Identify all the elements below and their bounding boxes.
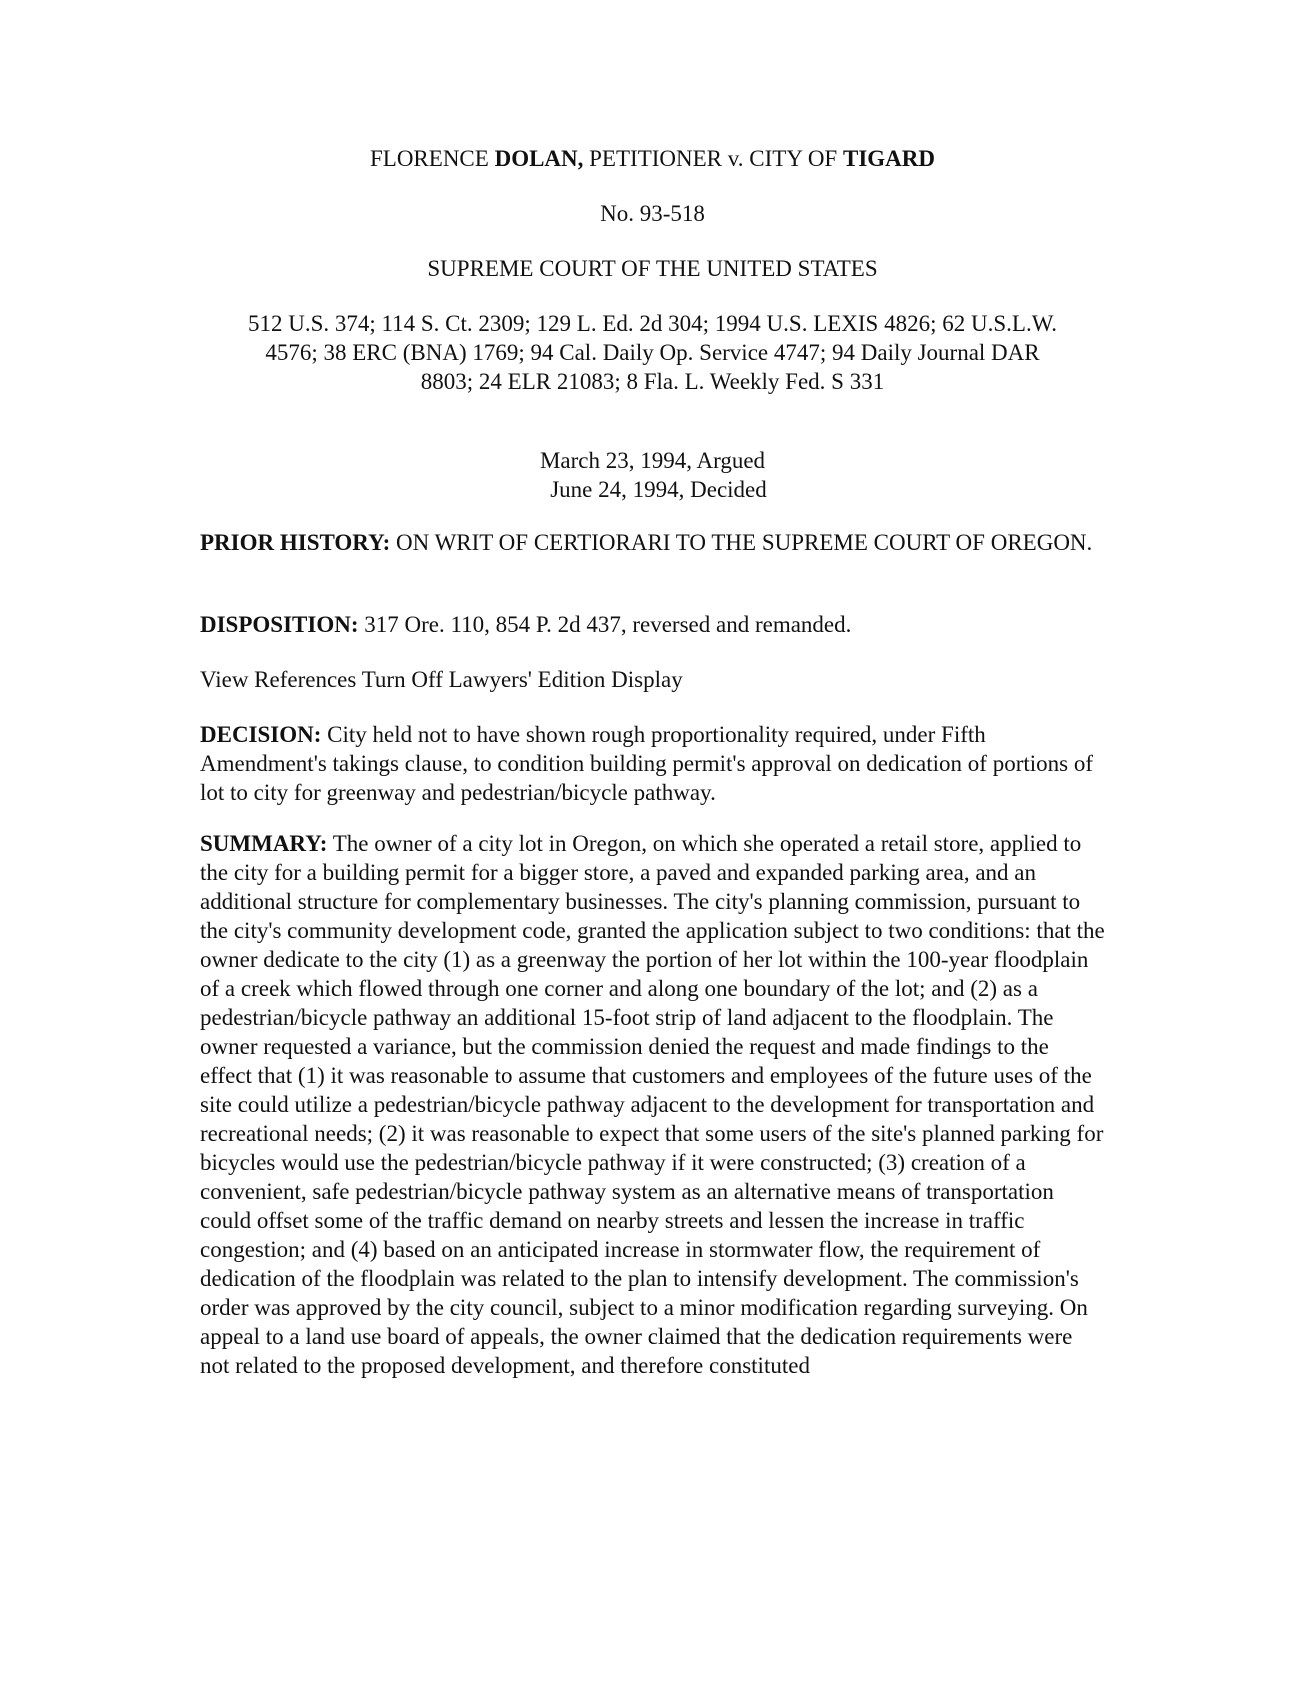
- prior-history-label: PRIOR HISTORY:: [200, 530, 391, 555]
- summary: [200, 829, 1105, 1380]
- citations-line-2: 4576; 38 ERC (BNA) 1769; 94 Cal. Daily Op. Service 4747; 94 Daily Journal DAR: [265, 340, 1040, 365]
- turn-off-display-link[interactable]: Turn Off Lawyers' Edition Display: [361, 667, 683, 692]
- prior-history-text: ON WRIT OF CERTIORARI TO THE SUPREME COURT OF OREGON.: [390, 530, 1093, 555]
- respondent-name: TIGARD: [842, 146, 935, 171]
- decided-date: June 24, 1994, Decided: [550, 477, 767, 502]
- court-name: SUPREME COURT OF THE UNITED STATES: [427, 256, 878, 281]
- case-title-middle: PETITIONER v. CITY OF: [583, 146, 843, 171]
- summary-text: The owner of a city lot in Oregon, on which she operated a retail store, applied to the city for a building permit for a bigger store, a paved and expanded parking area, and an additional structure for complementary businesses. The city's planning commission, pursuant to the city's community development code, granted the application subject to two conditions: that the owner dedicate to the city (1) as a greenway the portion of her lot within the 100-year floodplain of a creek which flowed through one corner and along one boundary of the lot; and (2) as a pedestrian/bicycle pathway an additional 15-foot strip of land adjacent to the floodplain. The owner requested a variance, but the commission denied the request and made findings to the effect that (1) it was reasonable to assume that customers and employees of the future uses of the site could utilize a pedestrian/bicycle pathway adjacent to the development for transportation and recreational needs; (2) it was reasonable to expect that some users of the site's planned parking for bicycles would use the pedestrian/bicycle pathway if it were constructed; (3) creation of a convenient, safe pedestrian/bicycle pathway system as an alternative means of transportation could offset some of the traffic demand on nearby streets and lessen the increase in traffic congestion; and (4) based on an anticipated increase in stormwater flow, the requirement of dedication of the floodplain was related to the plan to intensify development. The commission's order was approved by the city council, subject to a minor modification regarding surveying. On appeal to a land use board of appeals, the owner claimed that the dedication requirements were not related to the proposed development, and therefore constituted: [200, 831, 1105, 1378]
- disposition-text: 317 Ore. 110, 854 P. 2d 437, reversed and remanded.: [358, 612, 852, 637]
- citations-line-3: 8803; 24 ELR 21083; 8 Fla. L. Weekly Fed. S 331: [420, 369, 885, 394]
- decision: [200, 720, 1105, 807]
- display-links: [200, 665, 1105, 694]
- prior-history: [200, 528, 1105, 557]
- decision-label: DECISION:: [200, 722, 322, 747]
- case-title: [200, 144, 1105, 173]
- case-title-prefix: FLORENCE: [369, 146, 495, 171]
- decision-text: City held not to have shown rough proportionality required, under Fifth Amendment's takings clause, to condition building permit's approval on dedication of portions of lot to city for greenway and pedestrian/bicycle pathway.: [200, 722, 1093, 805]
- citations: [200, 309, 1105, 396]
- citations-line-1: 512 U.S. 374; 114 S. Ct. 2309; 129 L. Ed. 2d 304; 1994 U.S. LEXIS 4826; 62 U.S.L.W.: [247, 311, 1058, 336]
- argued-date: March 23, 1994, Argued: [539, 448, 766, 473]
- view-references-link[interactable]: View References: [200, 667, 357, 692]
- dates: [200, 446, 1105, 504]
- summary-label: SUMMARY:: [200, 831, 328, 856]
- disposition: [200, 610, 1105, 639]
- petitioner-name: DOLAN,: [494, 146, 584, 171]
- disposition-label: DISPOSITION:: [200, 612, 359, 637]
- docket-number: No. 93-518: [600, 201, 705, 226]
